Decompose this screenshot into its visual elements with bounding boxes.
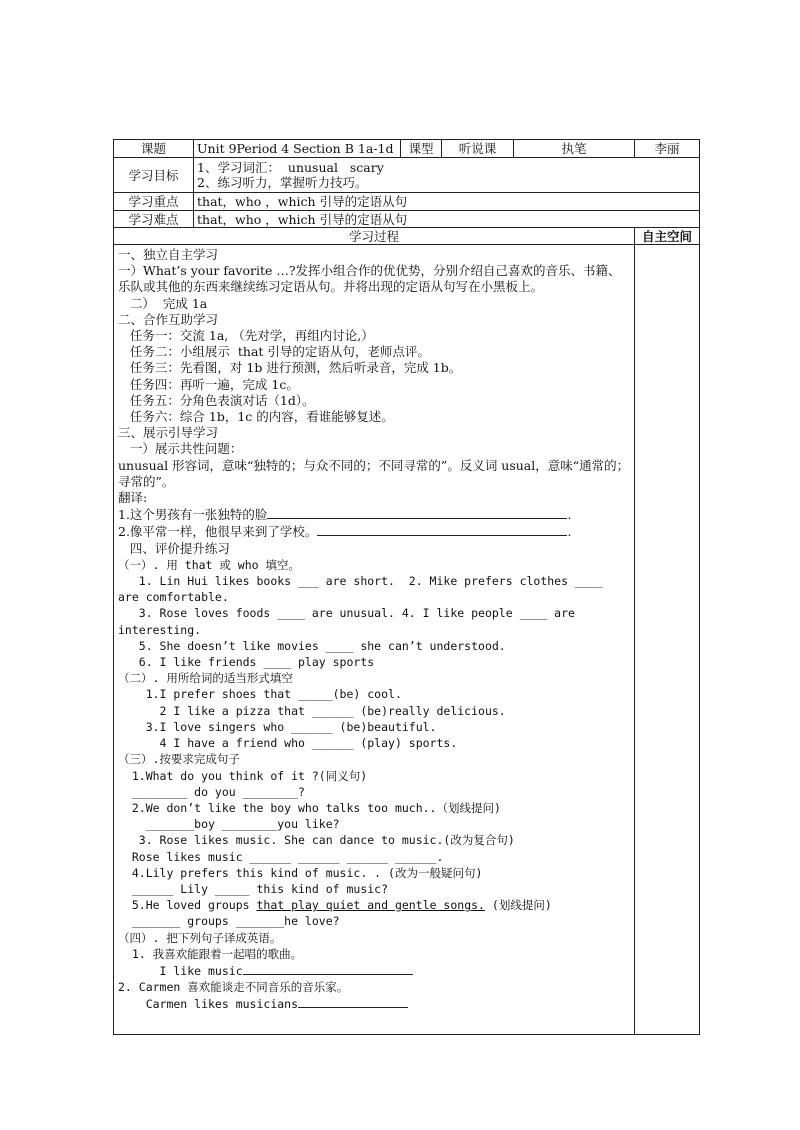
part-3-q4-answer: ______ Lily _____ this kind of music?: [118, 881, 389, 896]
translate-item-1: 1.这个男孩有一张独特的脸 .: [118, 507, 572, 523]
part-3-q1-answer: ________ do you ________?: [118, 784, 305, 799]
part-2-q2: 2 I like a pizza that ______ (be)really delicious.: [118, 703, 506, 718]
part-3-q5: 5.He loved groups that play quiet and gentle songs. (划线提问): [118, 898, 552, 913]
section-1-item-2: 二） 完成 1a: [118, 295, 208, 311]
task-5: 任务五：分角色表演对话（1d）。: [118, 392, 315, 408]
task-6: 任务六：综合 1b，1c 的内容，看谁能够复述。: [118, 409, 394, 425]
translate-label: 翻译:: [118, 490, 148, 506]
goals-line-1: 1、学习词汇： unusual scary: [197, 160, 384, 175]
section-2-title: 二、合作互助学习: [118, 311, 219, 327]
section-4-title: 四、评价提升练习: [118, 540, 230, 556]
section-3-para: unusual 形容词，意味“独特的；与众不同的；不同寻常的”。反义词 usual，意味“通常的；寻常的”。: [118, 457, 630, 489]
part-2-q1: 1.I prefer shoes that _____(be) cool.: [118, 687, 402, 702]
author-label: 执笔: [514, 140, 635, 158]
part-4-q2-answer: Carmen likes musicians: [118, 995, 630, 1012]
task-3: 任务三：先看图，对 1b 进行预测，然后听录音，完成 1b。: [118, 360, 462, 376]
type-label: 课型: [401, 140, 442, 158]
focus-label: 学习重点: [114, 193, 194, 211]
part-3-q3: 3. Rose likes music. She can dance to music.(改为复合句): [118, 833, 515, 848]
difficulty-value: that，who ，which 引导的定语从句: [194, 211, 700, 228]
process-content: [114, 245, 635, 1035]
part-1-q3-cont: interesting.: [118, 622, 202, 637]
part-1-q1-cont: are comfortable.: [118, 590, 229, 605]
lesson-title: Unit 9Period 4 Section B 1a-1d: [194, 140, 401, 158]
process-heading: 学习过程: [114, 228, 635, 245]
part-3-q5-answer: _______ groups _______he love?: [118, 914, 340, 929]
section-1-para: 一）What’s your favorite …?发挥小组合作的优优势，分别介绍自己喜欢的音乐、书籍、乐队或其他的东西来继续练习定语从句。并将出现的定语从句写在小黑板上。: [118, 263, 621, 295]
part-3-q2-answer: _______boy ________you like?: [118, 817, 340, 832]
task-2: 任务二：小组展示 that 引导的定语从句，老师点评。: [118, 344, 430, 360]
part-4-q1: 1. 我喜欢能跟着一起唱的歌曲。: [118, 946, 303, 961]
task-4: 任务四：再听一遍，完成 1c。: [118, 376, 299, 392]
type-value: 听说课: [442, 140, 514, 158]
translate-item-2: 2.像平常一样，他很早来到了学校。 .: [118, 524, 572, 540]
section-3-title: 三、展示引导学习: [118, 425, 219, 441]
task-1: 任务一：交流 1a, （先对学，再组内讨论,）: [118, 328, 374, 344]
part-1-title: （一）. 用 that 或 who 填空。: [118, 557, 301, 572]
part-3-title: （三）.按要求完成句子: [118, 752, 240, 767]
part-3-q2: 2.We don’t like the boy who talks too much..（划线提问): [118, 800, 501, 815]
part-2-title: （二）. 用所给词的适当形式填空: [118, 671, 293, 686]
lesson-plan-table: [113, 139, 700, 1035]
space-heading: 自主空间: [635, 228, 700, 245]
section-3-sub: 一）展示共性问题：: [118, 441, 243, 457]
section-1-title: 一、独立自主学习: [118, 247, 219, 262]
author-value: 李丽: [635, 140, 700, 158]
part-3-q4: 4.Lily prefers this kind of music. . (改为一般疑问句): [118, 865, 483, 880]
difficulty-label: 学习难点: [114, 211, 194, 228]
part-2-q4: 4 I have a friend who ______ (play) sports.: [118, 736, 458, 751]
part-4-q2: 2. Carmen 喜欢能谈走不同音乐的音乐家。: [118, 980, 349, 995]
part-1-q5: 5. She doesn’t like movies ____ she can’t understood.: [118, 638, 506, 653]
lesson-label: 课题: [114, 140, 194, 158]
part-2-q3: 3.I love singers who ______ (be)beautiful.: [118, 719, 437, 734]
part-1-q6: 6. I like friends ____ play sports: [118, 655, 375, 670]
part-3-q1: 1.What do you think of it ?(同义句): [118, 768, 368, 783]
part-3-q3-answer: Rose likes music ______ ______ ______ ______.: [118, 849, 444, 864]
goals-line-2: 2、练习听力，掌握听力技巧。: [197, 175, 368, 190]
goals-label: 学习目标: [114, 158, 194, 193]
focus-value: that，who ，which 引导的定语从句: [194, 193, 700, 211]
part-1-q1: 1. Lin Hui likes books ___ are short. 2. Mike prefers clothes ____: [118, 574, 603, 589]
goals-content: [194, 158, 700, 193]
part-4-q1-answer: I like music: [118, 962, 630, 979]
part-1-q3: 3. Rose loves foods ____ are unusual. 4. I like people ____ are: [118, 606, 575, 621]
part-4-title: （四）. 把下列句子译成英语。: [118, 930, 282, 945]
underlined-phrase: that play quiet and gentle songs.: [256, 898, 485, 913]
notes-column: [635, 245, 700, 1035]
